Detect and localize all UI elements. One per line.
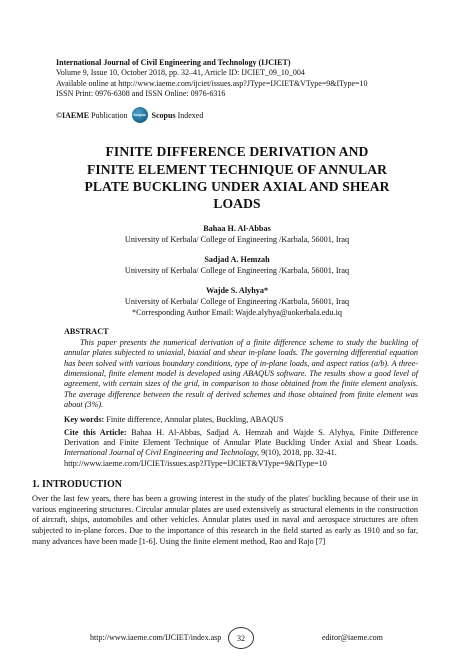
corresponding-author-email[interactable]: *Corresponding Author Email: Wajde.alyhya@uokerbala.edu.iq [131,307,342,317]
available-online-line[interactable]: Available online at http://www.iaeme.com/ijciet/issues.asp?JType=IJCIET&VType=9&IType=10 [56,78,368,88]
volume-line: Volume 9, Issue 10, October 2018, pp. 32–41, Article ID: IJCIET_09_10_004 [56,68,305,78]
iaeme-label: ©IAEME [56,110,90,120]
title-line: FINITE ELEMENT TECHNIQUE OF ANNULAR [86,161,388,177]
introduction-body: Over the last few years, there has been a growing interest in the study of the plates' buckling because of their use in various engineering structures. Circular annular plates are used extensively as structural elements in the construction of aircraft, ships, automobiles and other vehicles. Annular plates used in naval and aerospace structures are often subjected to in-plane forces. Due to the importance of this research in the field started as early as 1910 and so far, many advances have been made [1-6]. Using the finite element method, Rao and Rajo [7] [32,494,418,546]
cite-journal: International Journal of Civil Engineering and Technology, [64,448,260,458]
scopus-label: Scopus [151,110,176,120]
author-name: Sadjad A. Hemzah [204,254,270,264]
keywords-text: Finite difference, Annular plates, Buckling, ABAQUS [106,414,284,424]
cite-details: 9(10), 2018, pp. 32-41. [261,448,337,458]
title-line: LOADS [213,196,261,212]
journal-name: International Journal of Civil Engineering and Technology (IJCIET) [56,58,291,67]
paper-title [56,143,418,213]
keywords-line [56,415,418,424]
author-affiliation: University of Kerbala/ College of Engineering /Karbala, 56001, Iraq [124,265,350,275]
author-affiliation: University of Kerbala/ College of Engineering /Karbala, 56001, Iraq [124,234,350,244]
indexed-label: Indexed [177,110,204,120]
author-block [56,254,418,276]
scopus-logo-icon: Scopus [132,107,148,123]
title-line: PLATE BUCKLING UNDER AXIAL AND SHEAR [84,179,390,194]
page-footer [0,627,474,651]
title-line: FINITE DIFFERENCE DERIVATION AND [105,144,369,160]
author-list [56,223,418,318]
author-block [56,285,418,318]
keywords-label: Key words: [64,414,105,424]
footer-email-link[interactable]: editor@iaeme.com [322,633,383,642]
cite-text: Bahaa H. Al-Abbas, Sadjad A. Hemzah and Wajde S. Alyhya, Finite Difference Derivation and Finite Element Technique of Annular Plate Buckling Under Axial and Shear Loads. [64,427,419,448]
introduction-heading: 1. INTRODUCTION [32,479,123,491]
citation-block [56,428,418,470]
cite-label: Cite this Article: [64,427,127,437]
author-block [56,223,418,245]
author-affiliation: University of Kerbala/ College of Engineering /Karbala, 56001, Iraq [124,296,350,306]
indexing-line [56,107,418,123]
paper-page [32,58,419,547]
cite-url-link[interactable]: http://www.iaeme.com/IJCIET/issues.asp?JType=IJCIET&VType=9&IType=10 [64,458,327,468]
page-number: 32 [228,627,254,649]
author-name: Wajde S. Alyhya* [205,285,269,295]
journal-header [56,58,418,99]
abstract-body: This paper presents the numerical derivation of a finite difference scheme to study the buckling of annular plates subjected to uniaxial, biaxial and shear in-plane loads. The governing differential equation has been solved with various boundary conditions, type of in-plane loads, and aspect ratios (a/b). A three-dimensional, finite element model is developed using ABAQUS software. The results show a good level of agreement, with certain sizes of the grid, in comparison to those obtained from the finite element analysis. The average difference between the result of derived schemes and those obtained from finite element was about (3%). [64,337,418,410]
publication-label: Publication [91,110,128,120]
footer-website-link[interactable]: http://www.iaeme.com/IJCIET/index.asp [90,633,222,642]
issn-line: ISSN Print: 0976-6308 and ISSN Online: 0976-6316 [56,88,226,98]
abstract-heading: ABSTRACT [64,326,109,336]
author-name: Bahaa H. Al-Abbas [203,223,271,233]
